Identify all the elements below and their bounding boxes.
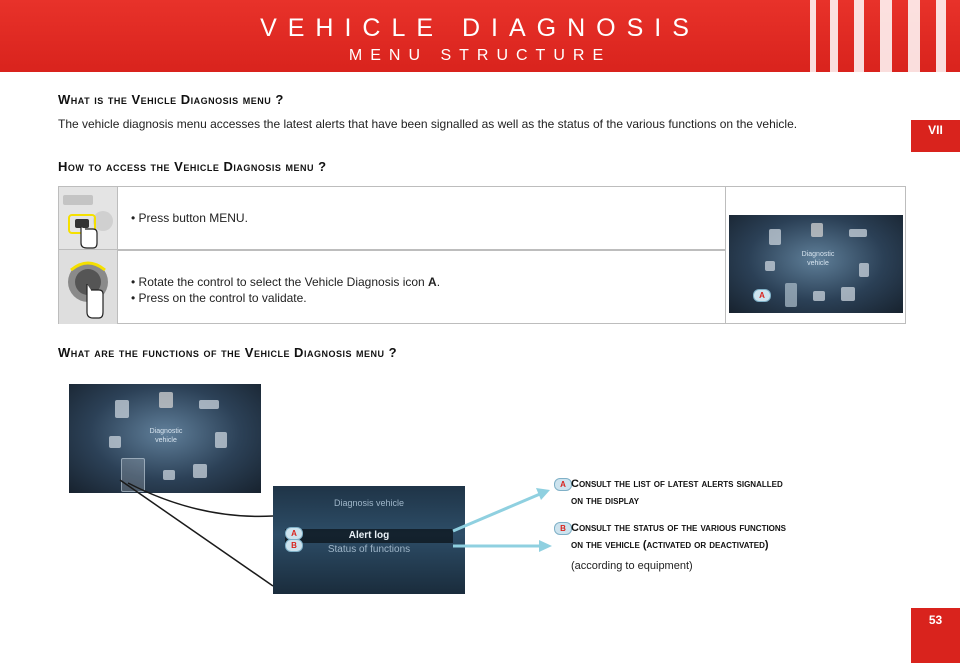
section-what-text: The vehicle diagnosis menu accesses the latest alerts that have been signalled as well as the status of the various functions on the vehicle. xyxy=(58,117,798,131)
badge-a: A xyxy=(753,289,771,302)
page-number: 53 xyxy=(911,608,960,663)
function-b-badge: B xyxy=(554,522,572,535)
step-validate: • Press on the control to validate. xyxy=(131,291,307,305)
function-a-badge: A xyxy=(554,478,572,491)
page-title: VEHICLE DIAGNOSIS xyxy=(260,14,700,42)
page-subtitle: MENU STRUCTURE xyxy=(348,47,612,64)
menu-screen-title: Diagnosis vehicle xyxy=(333,498,405,508)
function-b-note: (according to equipment) xyxy=(571,560,693,572)
section-what-heading: What is the Vehicle Diagnosis menu ? xyxy=(58,92,284,107)
function-b-line1: Consult the status of the various functions xyxy=(571,522,787,534)
chapter-tab: VII xyxy=(911,120,960,152)
diagnosis-screen-thumbnail: Diagnostic vehicle A xyxy=(729,215,903,313)
section-how-heading: How to access the Vehicle Diagnosis menu ? xyxy=(58,159,327,174)
diagnosis-screen-large: Diagnostic vehicle xyxy=(69,384,261,493)
menu-badge-b: B xyxy=(285,539,303,552)
function-a-line1: Consult the list of latest alerts signalled xyxy=(571,478,783,490)
function-b-line2: on the vehicle (activated or deactivated) xyxy=(571,539,769,551)
section-functions-heading: What are the functions of the Vehicle Diagnosis menu ? xyxy=(58,345,398,360)
step-rotate-and-validate: • Rotate the control to select the Vehicle Diagnosis icon A. • Press on the control to validate. xyxy=(118,250,726,324)
menu-badge-a: A xyxy=(285,527,303,540)
menu-item-status-of-functions: Status of functions xyxy=(327,544,411,555)
function-a-line2: on the display xyxy=(571,495,640,507)
menu-item-alert-log: Alert log xyxy=(348,530,390,541)
step-press-menu: • Press button MENU. xyxy=(118,187,726,250)
